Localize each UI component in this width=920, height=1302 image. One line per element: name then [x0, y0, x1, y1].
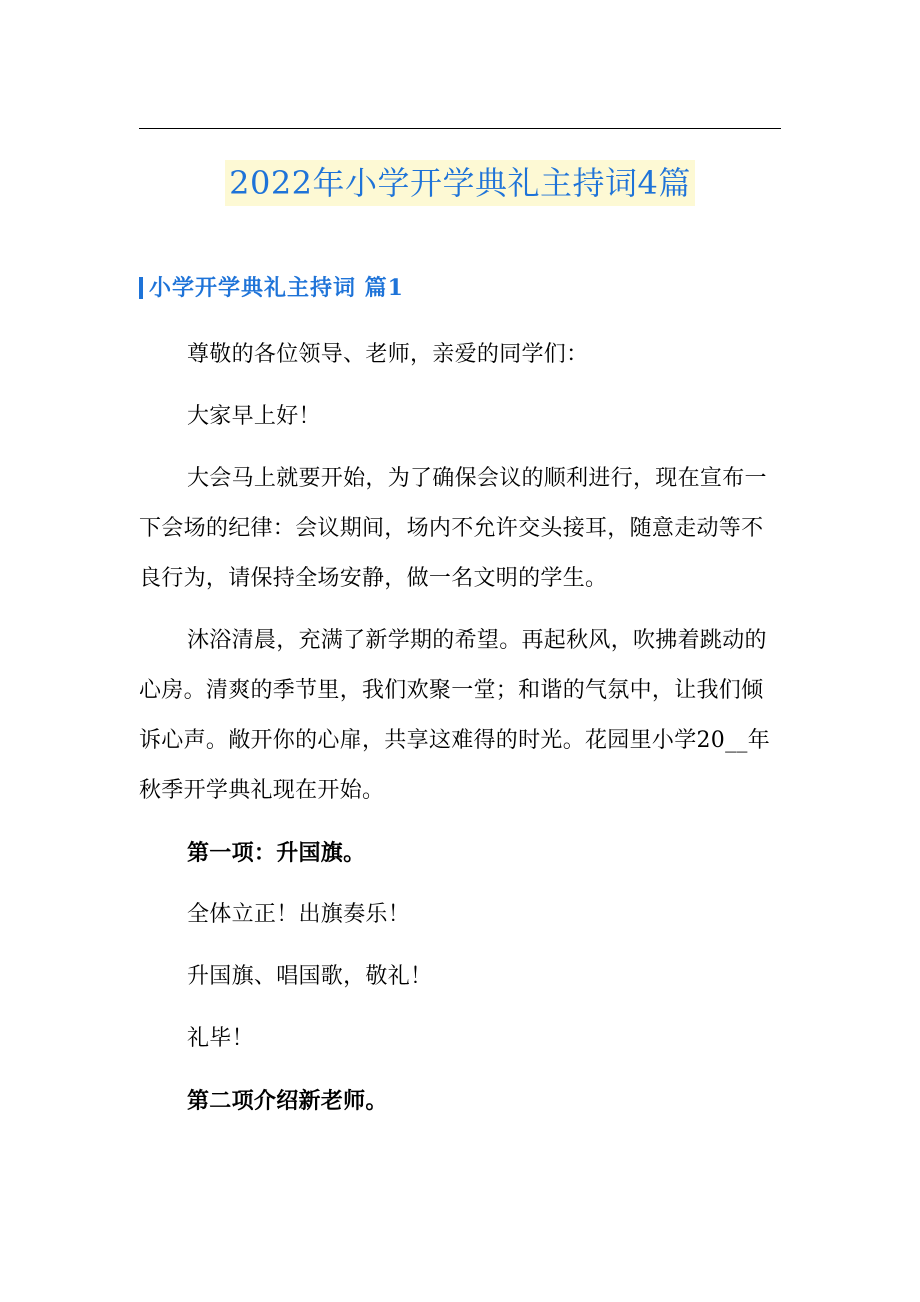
- document-title: 2022年小学开学典礼主持词4篇: [225, 160, 695, 206]
- paragraph-greeting: 尊敬的各位领导、老师，亲爱的同学们：: [187, 342, 589, 367]
- heading-marker-bar: [139, 277, 143, 299]
- title-container: [0, 160, 920, 206]
- paragraph-meeting-rules: 大会马上就要开始，为了确保会议的顺利进行，现在宣布一下会场的纪律：会议期间，场内不允许交头接耳，随意走动等不良行为，请保持全场安静，做一名文明的学生。: [139, 466, 767, 591]
- paragraph-attention: 全体立正！出旗奏乐！: [187, 902, 411, 927]
- paragraph-item-two: 第二项介绍新老师。: [187, 1088, 388, 1114]
- paragraph-good-morning: 大家早上好！: [187, 404, 321, 429]
- paragraph-anthem: 升国旗、唱国歌，敬礼！: [187, 964, 433, 989]
- top-divider: [139, 128, 781, 129]
- paragraph-salute-end: 礼毕！: [187, 1026, 254, 1051]
- section-heading-text: 小学开学典礼主持词 篇1: [149, 275, 404, 301]
- section-heading: [139, 272, 404, 304]
- paragraph-item-one: 第一项：升国旗。: [187, 840, 366, 866]
- document-body: [139, 330, 781, 1138]
- paragraph-opening: 沐浴清晨，充满了新学期的希望。再起秋风，吹拂着跳动的心房。清爽的季节里，我们欢聚一堂；和谐的气氛中，让我们倾诉心声。敞开你的心扉，共享这难得的时光。花园里小学20__年秋季开学典礼现在开始。: [139, 628, 770, 803]
